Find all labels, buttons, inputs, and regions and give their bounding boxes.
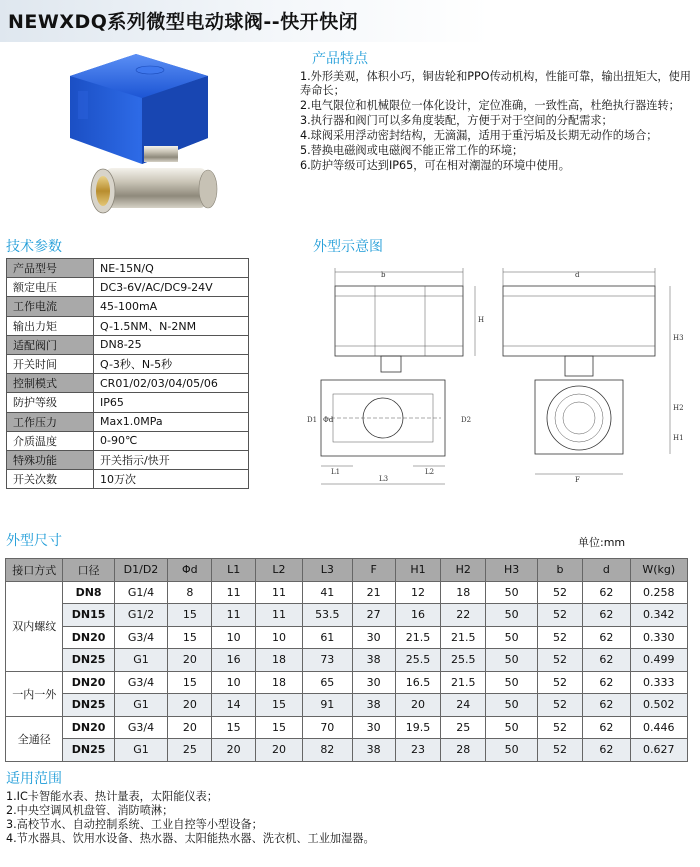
size-cell: 52 [537,581,582,604]
size-cell: 62 [583,604,630,627]
connection-type: 双内螺纹 [6,581,63,671]
size-cell: 20 [168,694,212,717]
application-heading: 适用范围 [6,771,62,787]
feature-item: 4.球阀采用浮动密封结构，无滴漏，适用于重污垢及长期无动作的场合； [300,129,658,142]
dim-label-L1: L1 [331,468,341,476]
spec-value: DN8-25 [94,335,249,354]
tech-spec-table [6,258,249,489]
size-cell: 30 [352,716,395,739]
application-list [6,790,375,846]
size-cell: 38 [352,739,395,762]
size-cell: 70 [303,716,352,739]
size-cell: 16 [395,604,440,627]
dim-label-H: H [478,316,485,324]
size-cell: 0.499 [630,649,687,672]
size-cell: 10 [212,626,255,649]
size-cell: 25.5 [395,649,440,672]
col-header: d [583,559,630,582]
size-cell: 15 [255,716,302,739]
spec-key: 工作压力 [7,412,94,431]
size-cell: 52 [537,694,582,717]
size-cell: 50 [486,581,537,604]
spec-value: 开关指示/快开 [94,450,249,469]
spec-row [7,354,249,373]
size-cell: 18 [255,671,302,694]
size-cell: 25 [168,739,212,762]
spec-value: 0-90℃ [94,431,249,450]
col-header: Φd [168,559,212,582]
dim-label-H2: H2 [673,404,684,412]
connection-type: 一内一外 [6,671,63,716]
size-cell: 53.5 [303,604,352,627]
spec-row [7,335,249,354]
size-cell: 50 [486,626,537,649]
tech-heading: 技术参数 [6,239,62,255]
size-cell: 15 [168,626,212,649]
feature-item: 5.替换电磁阀或电磁阀不能正常工作的环境； [300,144,524,157]
size-cell: 20 [395,694,440,717]
spec-key: 特殊功能 [7,450,94,469]
dim-label-phid: Φd [323,416,334,424]
dim-label-H3: H3 [673,334,684,342]
size-cell: 18 [255,649,302,672]
connection-type: 全通径 [6,716,63,761]
size-cell: 82 [303,739,352,762]
size-cell: 62 [583,649,630,672]
size-cell: 28 [441,739,486,762]
dim-label-b: b [381,271,386,279]
size-cell: 10 [255,626,302,649]
size-cell: 10 [212,671,255,694]
size-cell: 16.5 [395,671,440,694]
col-header: L1 [212,559,255,582]
size-row [6,716,688,739]
size-cell: G3/4 [114,716,167,739]
spec-key: 防护等级 [7,393,94,412]
spec-row [7,297,249,316]
size-header-row [6,559,688,582]
application-item: 3.高校节水、自动控制系统、工业自控等小型设备； [6,818,263,831]
spec-row [7,412,249,431]
spec-value: Q-1.5NM、N-2NM [94,316,249,335]
size-cell: 52 [537,626,582,649]
front-body-outline [535,380,623,454]
size-cell: G3/4 [114,671,167,694]
col-header: 口径 [63,559,114,582]
size-cell: 52 [537,739,582,762]
features-list [300,70,692,174]
spec-key: 额定电压 [7,278,94,297]
port-size: DN25 [63,739,114,762]
size-cell: 12 [395,581,440,604]
spec-row [7,470,249,489]
size-cell: 15 [255,694,302,717]
spec-key: 产品型号 [7,259,94,278]
size-cell: 11 [212,581,255,604]
spec-row [7,374,249,393]
size-cell: 38 [352,694,395,717]
size-row [6,671,688,694]
spec-value: DC3-6V/AC/DC9-24V [94,278,249,297]
port-size: DN8 [63,581,114,604]
sizes-heading: 外型尺寸 [6,533,62,549]
spec-key: 适配阀门 [7,335,94,354]
size-cell: 50 [486,716,537,739]
size-cell: 52 [537,716,582,739]
size-cell: 0.627 [630,739,687,762]
col-header: H2 [441,559,486,582]
size-cell: 52 [537,649,582,672]
spec-value: Max1.0MPa [94,412,249,431]
spec-value: CR01/02/03/04/05/06 [94,374,249,393]
size-cell: 21.5 [395,626,440,649]
size-cell: 14 [212,694,255,717]
size-table [5,558,688,762]
size-cell: 0.446 [630,716,687,739]
size-row [6,694,688,717]
size-cell: 30 [352,671,395,694]
front-actuator-outline [503,286,655,356]
size-row [6,604,688,627]
col-header: L3 [303,559,352,582]
size-cell: 0.342 [630,604,687,627]
col-header: H3 [486,559,537,582]
size-cell: 62 [583,626,630,649]
size-cell: 11 [255,604,302,627]
spec-key: 开关次数 [7,470,94,489]
size-cell: 21.5 [441,671,486,694]
port-size: DN15 [63,604,114,627]
col-header: H1 [395,559,440,582]
feature-item: 1.外形美观，体积小巧，铜齿轮和PPO传动机构，性能可靠，输出扭矩大，使用寿命长； [300,70,691,97]
col-header: W(kg) [630,559,687,582]
size-cell: 50 [486,739,537,762]
size-cell: 0.333 [630,671,687,694]
side-actuator-outline [335,286,463,356]
spec-row [7,259,249,278]
size-cell: 15 [168,604,212,627]
size-cell: 62 [583,694,630,717]
size-cell: 22 [441,604,486,627]
application-item: 1.IC卡智能水表、热计量表，太阳能仪表； [6,790,218,803]
size-cell: 11 [255,581,302,604]
features-heading: 产品特点 [312,51,368,67]
size-cell: 91 [303,694,352,717]
size-cell: 73 [303,649,352,672]
valve-dimension-diagram [285,260,695,498]
size-cell: 16 [212,649,255,672]
spec-key: 介质温度 [7,431,94,450]
size-cell: 62 [583,739,630,762]
spec-row [7,450,249,469]
spec-value: IP65 [94,393,249,412]
spec-value: NE-15N/Q [94,259,249,278]
valve-product-image [58,46,248,231]
size-row [6,739,688,762]
size-cell: 27 [352,604,395,627]
col-header: b [537,559,582,582]
size-cell: G1/2 [114,604,167,627]
size-cell: 25 [441,716,486,739]
size-cell: G1/4 [114,581,167,604]
size-cell: G3/4 [114,626,167,649]
size-cell: 18 [441,581,486,604]
col-header: 接口方式 [6,559,63,582]
size-cell: 65 [303,671,352,694]
dim-label-D2: D2 [461,416,472,424]
size-cell: 11 [212,604,255,627]
feature-item: 2.电气限位和机械限位一体化设计，定位准确，一致性高，杜绝执行器连转； [300,99,680,112]
dim-label-F: F [575,476,580,484]
feature-item: 3.执行器和阀门可以多角度装配，方便于对于空间的分配需求； [300,114,613,127]
col-header: F [352,559,395,582]
spec-row [7,431,249,450]
application-item: 4.节水器具、饮用水设备、热水器、太阳能热水器、洗衣机、工业加湿器。 [6,832,375,845]
dim-label-H1: H1 [673,434,684,442]
size-cell: 0.502 [630,694,687,717]
spec-key: 开关时间 [7,354,94,373]
size-cell: 15 [168,671,212,694]
page-title: NEWXDQ系列微型电动球阀--快开快闭 [8,11,359,33]
size-cell: 19.5 [395,716,440,739]
dim-label-D1: D1 [307,416,318,424]
size-cell: 61 [303,626,352,649]
size-cell: G1 [114,694,167,717]
size-cell: 62 [583,581,630,604]
size-cell: 50 [486,604,537,627]
spec-key: 控制模式 [7,374,94,393]
port-size: DN20 [63,626,114,649]
size-cell: 15 [212,716,255,739]
spec-key: 工作电流 [7,297,94,316]
size-cell: 0.258 [630,581,687,604]
diagram-heading: 外型示意图 [313,239,383,255]
spec-value: Q-3秒、N-5秒 [94,354,249,373]
size-row [6,626,688,649]
size-cell: 52 [537,604,582,627]
size-cell: 52 [537,671,582,694]
col-header: L2 [255,559,302,582]
size-cell: G1 [114,739,167,762]
size-cell: 50 [486,671,537,694]
spec-value: 10万次 [94,470,249,489]
col-header: D1/D2 [114,559,167,582]
size-cell: G1 [114,649,167,672]
size-cell: 20 [255,739,302,762]
unit-label: 单位:mm [578,536,626,549]
spec-value: 45-100mA [94,297,249,316]
spec-key: 输出力矩 [7,316,94,335]
application-item: 2.中央空调风机盘管、消防喷淋； [6,804,174,817]
size-cell: 20 [212,739,255,762]
dim-label-d: d [575,271,580,279]
spec-row [7,278,249,297]
size-cell: 21 [352,581,395,604]
size-cell: 23 [395,739,440,762]
size-cell: 8 [168,581,212,604]
size-row [6,581,688,604]
size-cell: 30 [352,626,395,649]
size-cell: 50 [486,649,537,672]
port-size: DN20 [63,716,114,739]
size-cell: 50 [486,694,537,717]
size-row [6,649,688,672]
dim-label-L2: L2 [425,468,435,476]
size-cell: 24 [441,694,486,717]
size-cell: 20 [168,649,212,672]
size-cell: 25.5 [441,649,486,672]
dim-label-L3: L3 [379,475,389,483]
port-size: DN20 [63,671,114,694]
spec-row [7,316,249,335]
port-size: DN25 [63,649,114,672]
size-cell: 20 [168,716,212,739]
spec-row [7,393,249,412]
size-cell: 21.5 [441,626,486,649]
size-cell: 62 [583,716,630,739]
size-cell: 41 [303,581,352,604]
port-size: DN25 [63,694,114,717]
size-cell: 62 [583,671,630,694]
size-cell: 38 [352,649,395,672]
size-cell: 0.330 [630,626,687,649]
feature-item: 6.防护等级可达到IP65，可在相对潮湿的环境中使用。 [300,159,570,172]
